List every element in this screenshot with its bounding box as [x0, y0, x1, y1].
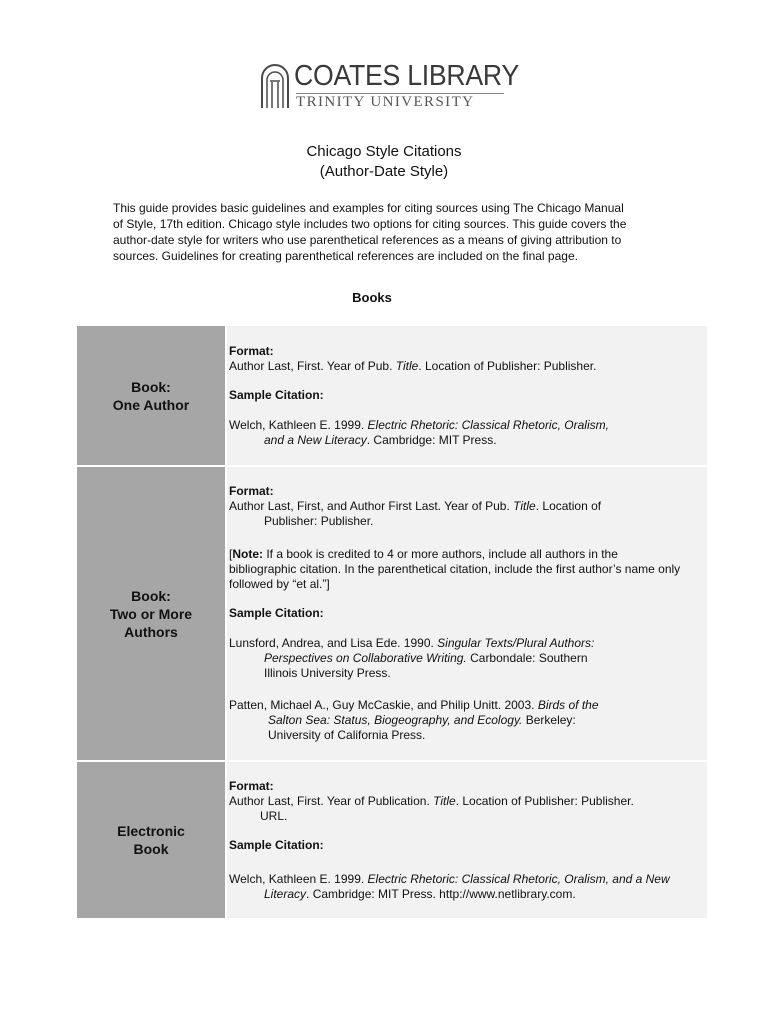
sample-citation-label: Sample Citation: [229, 838, 324, 852]
intro-paragraph [113, 200, 658, 264]
format-text: Author Last, First. Year of Publication. Title. Location of Publisher: Publisher. [229, 794, 634, 808]
row-label [77, 762, 225, 918]
citation-text-cont: Salton Sea: Status, Biogeography, and Ecology. Berkeley: [268, 713, 576, 727]
row-label-line: Authors [124, 623, 178, 640]
sample-citation-label: Sample Citation: [229, 388, 324, 402]
row-label-line: Book: [131, 587, 171, 604]
format-text-cont: Publisher: Publisher. [264, 514, 374, 528]
citation-text-cont: Literacy. Cambridge: MIT Press. http://www.netlibrary.com. [264, 887, 576, 901]
format-text-cont: URL. [260, 809, 288, 823]
section-title: Books [352, 290, 392, 305]
note-text-cont: bibliographic citation. In the parenthetical citation, include the first author’s name only [229, 562, 681, 576]
row-label [77, 326, 225, 465]
row-label [77, 467, 225, 760]
citation-text: Lunsford, Andrea, and Lisa Ede. 1990. Singular Texts/Plural Authors: [229, 636, 595, 650]
note-text-cont: followed by “et al.”] [229, 577, 330, 591]
page-subtitle: (Author-Date Style) [319, 163, 449, 180]
citation-text: Welch, Kathleen E. 1999. Electric Rhetoric: Classical Rhetoric, Oralism, and a New [229, 872, 670, 886]
logo-title: COATES LIBRARY [294, 60, 519, 92]
citation-text-cont: University of California Press. [268, 728, 426, 742]
format-label: Format: [229, 484, 274, 498]
logo-subtitle: TRINITY UNIVERSITY [296, 94, 475, 110]
intro-line: of Style, 17th edition. Chicago style includes two options for citing sources. This guide covers the [113, 217, 627, 231]
format-label: Format: [229, 779, 274, 793]
row-label-line: Electronic [117, 823, 185, 839]
citation-text-cont: and a New Literacy. Cambridge: MIT Press. [264, 433, 497, 447]
format-label: Format: [229, 344, 274, 358]
intro-line: This guide provides basic guidelines and examples for citing sources using The Chicago Manual [113, 201, 624, 215]
page-title: Chicago Style Citations [306, 143, 462, 160]
note-text: [Note: If a book is credited to 4 or more authors, include all authors in the [229, 547, 618, 561]
citation-text: Patten, Michael A., Guy McCaskie, and Philip Unitt. 2003. Birds of the [229, 698, 599, 712]
citation-text-cont: Illinois University Press. [264, 666, 391, 680]
library-logo [258, 60, 519, 112]
intro-line: author-date style for writers who use parenthetical references as a means of giving attribution to [113, 233, 622, 247]
format-text: Author Last, First. Year of Pub. Title. Location of Publisher: Publisher. [229, 359, 597, 373]
row-label-line: One Author [112, 396, 190, 413]
citation-text: Welch, Kathleen E. 1999. Electric Rhetoric: Classical Rhetoric, Oralism, [229, 418, 609, 432]
row-label-line: Book [133, 841, 169, 857]
arch-column-icon [258, 62, 292, 110]
row-label-line: Book: [131, 378, 171, 395]
intro-line: sources. Guidelines for creating parenthetical references are included on the final page. [113, 249, 578, 263]
row-label-line: Two or More [109, 605, 193, 622]
format-text: Author Last, First, and Author First Last. Year of Pub. Title. Location of [229, 499, 602, 513]
sample-citation-label: Sample Citation: [229, 606, 324, 620]
citation-text-cont: Perspectives on Collaborative Writing. Carbondale: Southern [264, 651, 588, 665]
